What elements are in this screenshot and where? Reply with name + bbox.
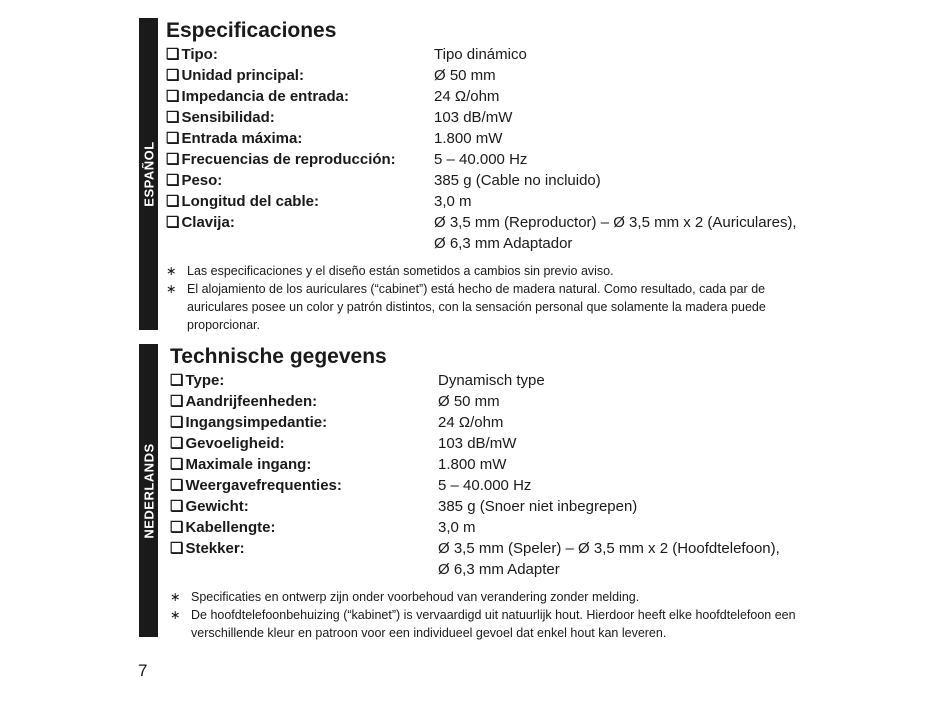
footnote-text: De hoofdtelefoonbehuizing (“kabinet”) is vervaardigd uit natuurlijk hout. Hierdoor heeft elke hoofdtelefoon een verschillende kleur en patroon voor een individueel gevoel dat enkel hout kan leveren. (191, 608, 796, 640)
asterisk-icon: ∗ (166, 282, 177, 296)
spec-row (166, 107, 816, 128)
spec-value (434, 65, 496, 86)
notes-list (170, 588, 820, 642)
spec-value-line: 5 – 40.000 Hz (438, 477, 532, 494)
spec-value (434, 149, 527, 170)
section-title: Especificaciones (166, 19, 337, 42)
spec-value-line: 385 g (Snoer niet inbegrepen) (438, 498, 638, 515)
spec-label-text: Peso: (181, 172, 223, 189)
spec-label-text: Type: (185, 372, 225, 389)
spec-row (170, 454, 820, 475)
spec-row (170, 496, 820, 517)
checkbox-icon: ❏ (166, 193, 180, 210)
checkbox-icon: ❏ (170, 456, 184, 473)
checkbox-icon: ❏ (170, 519, 184, 536)
checkbox-icon: ❏ (170, 414, 184, 431)
spec-label (170, 433, 285, 454)
spec-value (438, 391, 500, 412)
checkbox-icon: ❏ (170, 372, 184, 389)
footnote-text: Specificaties en ontwerp zijn onder voorbehoud van verandering zonder melding. (191, 590, 640, 604)
spec-value-line: Ø 3,5 mm (Speler) – Ø 3,5 mm x 2 (Hoofdtelefoon), (438, 540, 780, 557)
spec-label (170, 370, 224, 391)
spec-value (434, 107, 512, 128)
checkbox-icon: ❏ (166, 88, 180, 105)
spec-row (170, 538, 820, 580)
language-tab-espanol (139, 18, 158, 330)
spec-value (438, 517, 476, 538)
spec-label (166, 212, 235, 233)
spec-value-line: Ø 3,5 mm (Reproductor) – Ø 3,5 mm x 2 (Auriculares), (434, 214, 797, 231)
spec-label-text: Impedancia de entrada: (181, 88, 350, 105)
spec-label (166, 107, 275, 128)
spec-list (166, 44, 816, 254)
spec-value-line: Tipo dinámico (434, 46, 527, 63)
spec-row (170, 517, 820, 538)
spec-value (438, 475, 531, 496)
checkbox-icon: ❏ (166, 151, 180, 168)
spec-label-text: Weergavefrequenties: (185, 477, 342, 494)
spec-value (434, 86, 499, 107)
checkbox-icon: ❏ (170, 540, 184, 557)
spec-label (166, 65, 304, 86)
spec-label (166, 170, 222, 191)
spec-label (166, 191, 319, 212)
spec-value (434, 212, 797, 254)
spec-row (166, 191, 816, 212)
checkbox-icon: ❏ (170, 435, 184, 452)
spec-row (170, 370, 820, 391)
spec-value-line: 24 Ω/ohm (438, 414, 504, 431)
spec-value (434, 191, 472, 212)
spec-value-line: Ø 6,3 mm Adaptador (434, 235, 573, 252)
spec-value (438, 412, 503, 433)
spec-value (434, 44, 527, 65)
checkbox-icon: ❏ (166, 172, 180, 189)
language-tab-label: NEDERLANDS (141, 442, 156, 539)
asterisk-icon: ∗ (170, 590, 181, 604)
spec-label (166, 44, 218, 65)
spec-value-line: 1.800 mW (434, 130, 503, 147)
checkbox-icon: ❏ (166, 46, 180, 63)
spec-label (170, 517, 275, 538)
checkbox-icon: ❏ (166, 214, 180, 231)
spec-label (170, 454, 311, 475)
spec-value-line: 1.800 mW (438, 456, 507, 473)
asterisk-icon: ∗ (170, 608, 181, 622)
spec-label (170, 391, 317, 412)
spec-value (438, 433, 516, 454)
checkbox-icon: ❏ (166, 109, 180, 126)
language-tab-nederlands (139, 344, 158, 637)
footnote (166, 262, 797, 280)
spec-value-line: Ø 50 mm (438, 393, 500, 410)
section-nederlands (139, 344, 819, 640)
spec-value-line: 103 dB/mW (434, 109, 513, 126)
spec-list (170, 370, 820, 580)
spec-value-line: 103 dB/mW (438, 435, 517, 452)
spec-value-line: 5 – 40.000 Hz (434, 151, 528, 168)
language-tab-label: ESPAÑOL (141, 141, 156, 207)
spec-value (438, 454, 506, 475)
spec-label-text: Gevoeligheid: (185, 435, 285, 452)
spec-value-line: 385 g (Cable no incluido) (434, 172, 601, 189)
spec-label-text: Gewicht: (185, 498, 249, 515)
spec-value-line: Dynamisch type (438, 372, 545, 389)
spec-value (438, 538, 780, 580)
spec-value-line: Ø 50 mm (434, 67, 496, 84)
spec-label (166, 86, 349, 107)
spec-value (438, 496, 637, 517)
spec-value (434, 128, 502, 149)
section-content (166, 18, 816, 334)
spec-value (434, 170, 601, 191)
spec-label-text: Maximale ingang: (185, 456, 312, 473)
spec-row (170, 391, 820, 412)
spec-label-text: Kabellengte: (185, 519, 276, 536)
spec-row (170, 475, 820, 496)
notes-list (166, 262, 816, 334)
spec-label (170, 538, 245, 559)
section-espanol (139, 18, 819, 330)
spec-row (170, 433, 820, 454)
spec-label-text: Tipo: (181, 46, 218, 63)
asterisk-icon: ∗ (166, 264, 177, 278)
spec-label-text: Stekker: (185, 540, 245, 557)
spec-row (166, 149, 816, 170)
spec-label-text: Unidad principal: (181, 67, 304, 84)
spec-value-line: 3,0 m (434, 193, 472, 210)
spec-label-text: Aandrijfeenheden: (185, 393, 318, 410)
spec-row (166, 65, 816, 86)
spec-label-text: Entrada máxima: (181, 130, 303, 147)
spec-label-text: Clavija: (181, 214, 235, 231)
spec-label-text: Frecuencias de reproducción: (181, 151, 396, 168)
spec-value-line: Ø 6,3 mm Adapter (438, 561, 560, 578)
spec-value-line: 24 Ω/ohm (434, 88, 500, 105)
spec-label-text: Longitud del cable: (181, 193, 319, 210)
spec-row (166, 170, 816, 191)
section-title: Technische gegevens (170, 345, 387, 368)
footnote (166, 280, 797, 334)
spec-label (170, 475, 342, 496)
footnote (170, 606, 801, 642)
checkbox-icon: ❏ (170, 498, 184, 515)
spec-row (170, 412, 820, 433)
spec-label (166, 149, 396, 170)
checkbox-icon: ❏ (166, 130, 180, 147)
spec-row (166, 44, 816, 65)
footnote (170, 588, 801, 606)
spec-label-text: Sensibilidad: (181, 109, 275, 126)
footnote-text: Las especificaciones y el diseño están sometidos a cambios sin previo aviso. (187, 264, 614, 278)
spec-value (438, 370, 545, 391)
spec-label (166, 128, 302, 149)
spec-label-text: Ingangsimpedantie: (185, 414, 328, 431)
page-number: 7 (138, 661, 148, 680)
checkbox-icon: ❏ (170, 477, 184, 494)
spec-label (170, 412, 327, 433)
spec-row (166, 212, 816, 254)
spec-row (166, 128, 816, 149)
spec-label (170, 496, 249, 517)
checkbox-icon: ❏ (166, 67, 180, 84)
spec-row (166, 86, 816, 107)
section-content (170, 344, 820, 642)
checkbox-icon: ❏ (170, 393, 184, 410)
spec-value-line: 3,0 m (438, 519, 476, 536)
footnote-text: El alojamiento de los auriculares (“cabinet”) está hecho de madera natural. Como resultado, cada par de auriculares posee un color y patrón distintos, con la sensación personal que solamente la madera puede proporcionar. (187, 282, 766, 332)
